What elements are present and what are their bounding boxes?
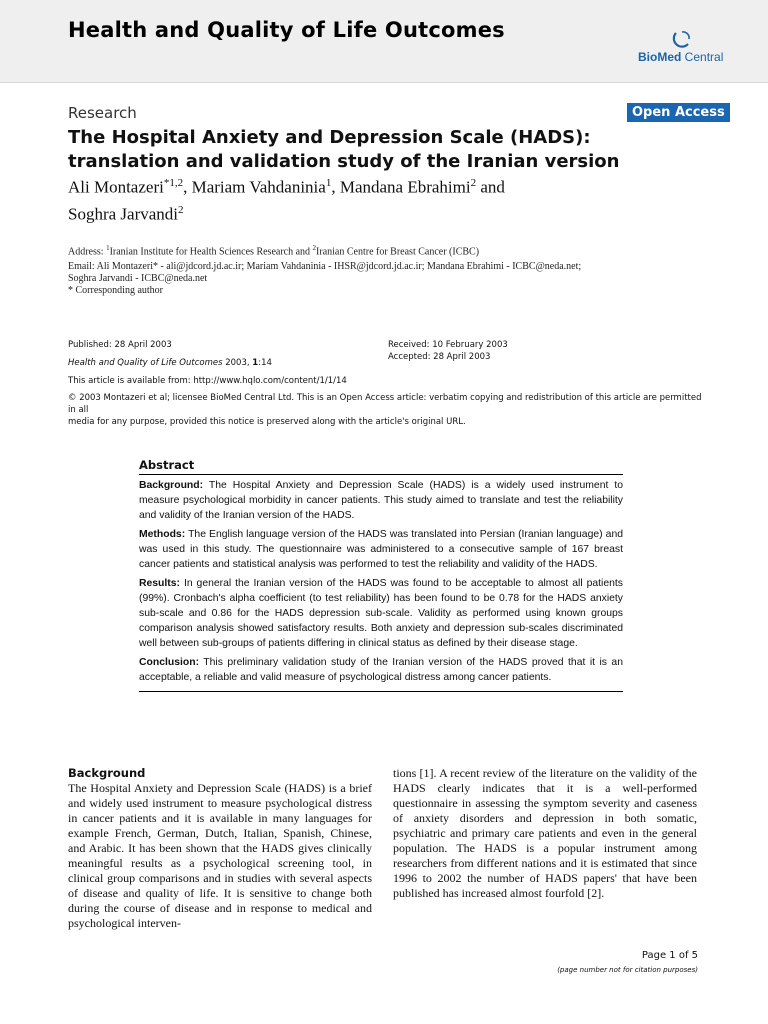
- copyright-line: media for any purpose, provided this notice is preserved along with the article's original URL.: [68, 417, 466, 427]
- received-date: Received: 10 February 2003: [388, 340, 508, 350]
- affiliation-text: Iranian Institute for Health Sciences Research and: [109, 246, 313, 258]
- logo-text-biomed: BioMed: [638, 50, 682, 64]
- page-number-note: (page number not for citation purposes): [557, 966, 698, 974]
- abstract-heading: Abstract: [139, 458, 623, 475]
- author-separator: and: [476, 177, 505, 197]
- address-line: [68, 242, 708, 258]
- author-separator: ,: [183, 177, 192, 197]
- biomed-central-logo[interactable]: [638, 30, 728, 70]
- abstract-results: [139, 576, 623, 651]
- citation-volume: 1: [252, 358, 259, 368]
- email-line[interactable]: Soghra Jarvandi - ICBC@neda.net: [68, 273, 208, 284]
- author-affiliation-mark: 1: [325, 177, 332, 189]
- author-name: Mandana Ebrahimi: [339, 177, 471, 197]
- corresponding-author-note: * Corresponding author: [68, 285, 163, 296]
- article-title: [68, 126, 708, 174]
- affiliation-mark: 1: [106, 244, 110, 252]
- abstract-methods-text: The English language version of the HADS was translated into Persian (Iranian language) and was used in this study. The questionnaire was administered to a consecutive sample of 167 breast cancer patients and statistical analysis was performed to test the reliability and validity of the HADS.: [139, 529, 623, 570]
- author-name: Soghra Jarvandi: [68, 204, 179, 224]
- author-affiliation-mark: 2: [470, 177, 477, 189]
- abstract-methods: [139, 527, 623, 572]
- accepted-date: Accepted: 28 April 2003: [388, 352, 491, 362]
- author-separator: ,: [331, 177, 340, 197]
- author-name: Ali Montazeri: [68, 177, 164, 197]
- title-line: translation and validation study of the Iranian version: [68, 151, 620, 172]
- body-left-column: The Hospital Anxiety and Depression Scale (HADS) is a brief and widely used instrument to measure psychological distress in cancer patients and it is available in many languages for example French, German, Dutch, Italian, Spanish, Chinese, and Arabic. It has been shown that the HADS gives clinically meaningful results as a psychological screening tool, in clinical group comparisons and in studies with several aspects of disease and quality of life. It is sensitive to change both during the course of disease and in response to medical and psychological interven-: [68, 781, 372, 930]
- background-heading: Background: [68, 766, 146, 780]
- citation-pages: :14: [258, 358, 272, 368]
- published-date: Published: 28 April 2003: [68, 340, 172, 350]
- abstract-results-label: Results:: [139, 578, 180, 589]
- abstract-conclusion-text: This preliminary validation study of the Iranian version of the HADS proved that it is an acceptable, a reliable and valid measure of psychological distress among cancer patients.: [139, 657, 623, 683]
- abstract-divider: [139, 691, 623, 692]
- abstract-background-label: Background:: [139, 480, 204, 491]
- open-access-badge: Open Access: [627, 103, 730, 122]
- article-type: Research: [68, 104, 137, 122]
- author-name: Mariam Vahdaninia: [191, 177, 326, 197]
- affiliation-text: Iranian Centre for Breast Cancer (ICBC): [316, 246, 480, 258]
- copyright-notice: [68, 392, 708, 428]
- abstract-background: [139, 478, 623, 523]
- email-line[interactable]: Email: Ali Montazeri* - ali@jdcord.jd.ac.ir; Mariam Vahdaninia - IHSR@jdcord.jd.ac.ir; Mandana Ebrahimi - ICBC@neda.net;: [68, 261, 582, 272]
- citation: [68, 357, 272, 369]
- citation-year: 2003,: [222, 358, 253, 368]
- abstract-section: [139, 458, 623, 692]
- abstract-conclusion-label: Conclusion:: [139, 657, 200, 668]
- address-label: Address:: [68, 246, 107, 258]
- page-number: Page 1 of 5: [641, 950, 698, 961]
- citation-journal: Health and Quality of Life Outcomes: [68, 358, 223, 368]
- abstract-conclusion: [139, 655, 623, 685]
- title-line: The Hospital Anxiety and Depression Scale (HADS):: [68, 127, 591, 148]
- author-affiliation-mark: *1,2: [163, 177, 184, 189]
- abstract-background-text: The Hospital Anxiety and Depression Scale (HADS) is a widely used instrument to measure psychological morbidity in cancer patients. This study aimed to translate and test the reliability and validity of the Iranian version of the HADS.: [139, 480, 623, 521]
- email-block: [68, 261, 708, 297]
- body-right-column: tions [1]. A recent review of the literature on the validity of the HADS clearly indicates that it is a well-performed questionnaire in assessing the symptom severity and caseness of anxiety disorders and depression in both somatic, psychiatric and primary care patients and even in the general population. The HADS is a popular instrument among researchers from different nations and it is estimated that since 1996 to 2002 the number of HADS papers' that have been published has increased almost fourfold [2].: [393, 766, 697, 900]
- biomed-swoosh-icon: [668, 30, 694, 50]
- article-url[interactable]: This article is available from: http://www.hqlo.com/content/1/1/14: [68, 376, 347, 386]
- journal-title: Health and Quality of Life Outcomes: [68, 18, 505, 42]
- logo-text-central: Central: [681, 50, 724, 64]
- author-affiliation-mark: 2: [178, 203, 184, 216]
- affiliation-mark: 2: [312, 244, 317, 252]
- author-list: [68, 172, 688, 225]
- copyright-line: © 2003 Montazeri et al; licensee BioMed Central Ltd. This is an Open Access article: verbatim copying and redistribution of this article are permitted in all: [68, 393, 702, 415]
- abstract-results-text: In general the Iranian version of the HADS was found to be acceptable to almost all patients (99%). Cronbach's alpha coefficient (to test reliability) has been found to be 0.78 for the HADS anxiety sub-scale and 0.86 for the HADS depression sub-scale. Validity as performed using known groups comparison analysis showed satisfactory results. Both anxiety and depression sub-scales discriminated well between sub-groups of patients differing in clinical status as defined by their disease stage.: [139, 578, 623, 649]
- abstract-methods-label: Methods:: [139, 529, 186, 540]
